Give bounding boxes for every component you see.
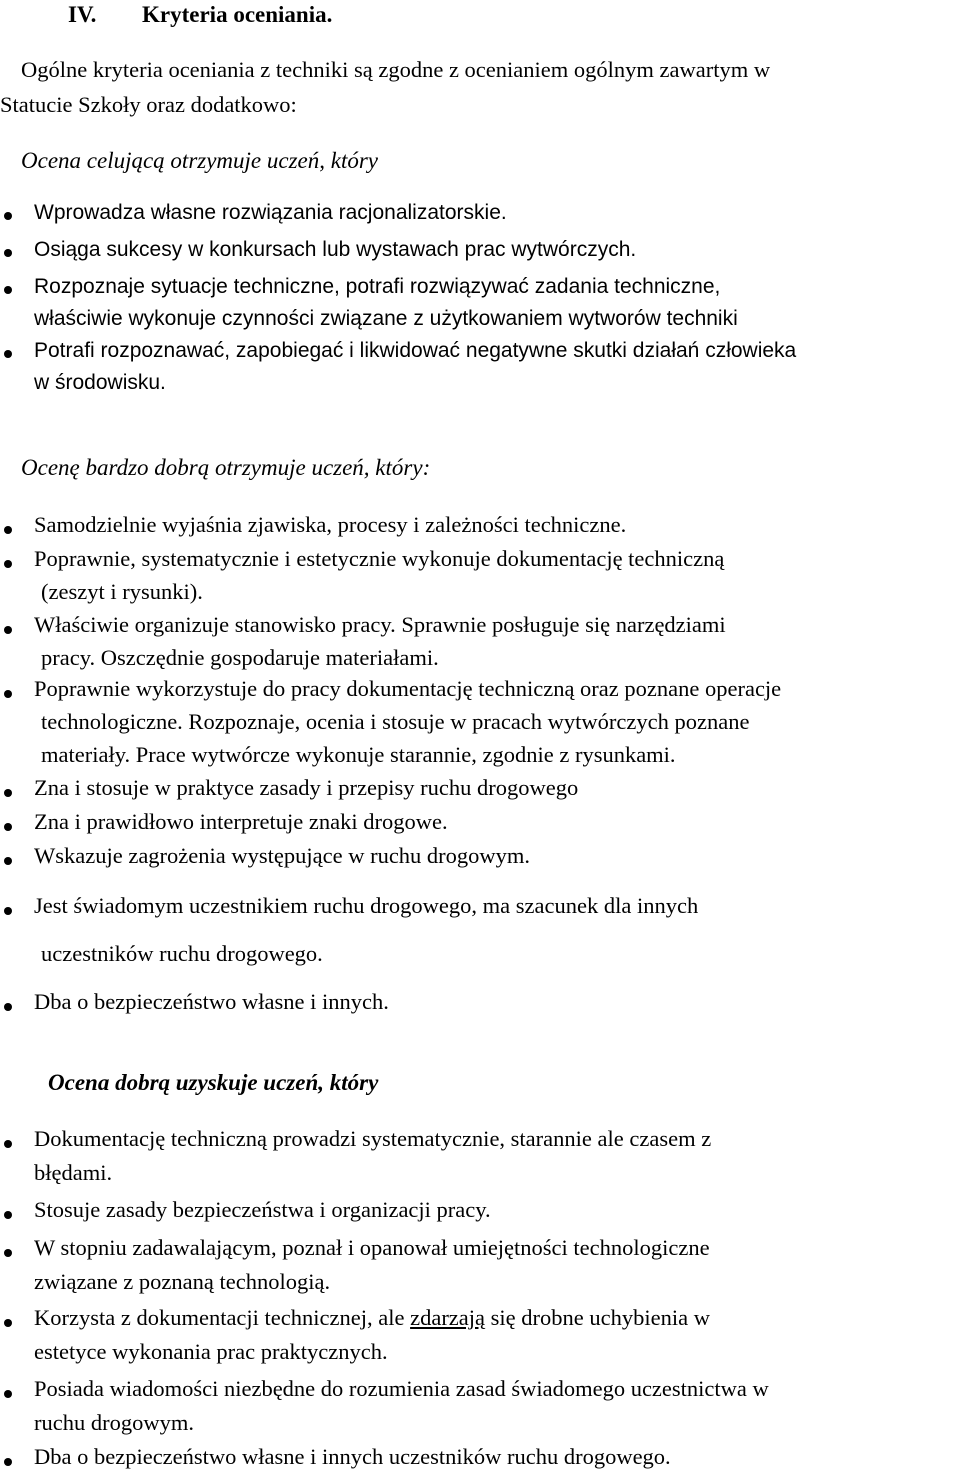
list-item-continuation: technologiczne. Rozpoznaje, ocenia i stosuje w pracach wytwórczych poznane xyxy=(41,709,750,734)
list-item-continuation: materiały. Prace wytwórcze wykonuje starannie, zgodnie z rysunkami. xyxy=(41,742,676,767)
intro-line-1: Ogólne kryteria oceniania z techniki są zgodne z ocenianiem ogólnym zawartym w xyxy=(21,57,771,82)
list-item: Rozpoznaje sytuacje techniczne, potrafi rozwiązywać zadania techniczne, xyxy=(34,275,721,298)
list-item: Dba o bezpieczeństwo własne i innych. xyxy=(34,989,389,1014)
list-item-continuation: związane z poznaną technologią. xyxy=(34,1269,331,1294)
bullet-icon xyxy=(4,1003,12,1011)
list-item-continuation: estetyce wykonania prac praktycznych. xyxy=(34,1339,388,1364)
list-item: Posiada wiadomości niezbędne do rozumienia zasad świadomego uczestnictwa w xyxy=(34,1376,769,1401)
list-item: Dokumentację techniczną prowadzi systematycznie, starannie ale czasem z xyxy=(34,1126,712,1151)
list-item: W stopniu zadawalającym, poznał i opanował umiejętności technologiczne xyxy=(34,1235,710,1260)
bullet-icon xyxy=(4,823,12,831)
bullet-icon xyxy=(4,1319,12,1327)
list-item: Wprowadza własne rozwiązania racjonalizatorskie. xyxy=(34,201,507,224)
list-item: Zna i prawidłowo interpretuje znaki drogowe. xyxy=(34,809,448,834)
list-item: Wskazuje zagrożenia występujące w ruchu drogowym. xyxy=(34,843,531,868)
list-item: Zna i stosuje w praktyce zasady i przepisy ruchu drogowego xyxy=(34,775,579,800)
list-item: Potrafi rozpoznawać, zapobiegać i likwidować negatywne skutki działań człowieka xyxy=(34,339,797,362)
bullet-icon xyxy=(4,249,12,257)
section-number: IV. xyxy=(68,2,97,27)
bullet-icon xyxy=(4,286,12,294)
section-title-dobra: Ocena dobrą uzyskuje uczeń, który xyxy=(48,1070,379,1095)
page-title: Kryteria oceniania. xyxy=(142,2,333,27)
list-item: Dba o bezpieczeństwo własne i innych uczestników ruchu drogowego. xyxy=(34,1444,671,1469)
bullet-icon xyxy=(4,1140,12,1148)
bullet-icon xyxy=(4,907,12,915)
list-item: Poprawnie, systematycznie i estetycznie wykonuje dokumentację techniczną xyxy=(34,546,725,571)
list-item: Stosuje zasady bezpieczeństwa i organizacji pracy. xyxy=(34,1197,491,1222)
bullet-icon xyxy=(4,526,12,534)
list-item: Samodzielnie wyjaśnia zjawiska, procesy i zależności techniczne. xyxy=(34,512,627,537)
bullet-icon xyxy=(4,690,12,698)
bullet-icon xyxy=(4,626,12,634)
bullet-icon xyxy=(4,1249,12,1257)
list-item-continuation: w środowisku. xyxy=(34,371,166,394)
list-item-continuation: błędami. xyxy=(34,1160,113,1185)
list-item-continuation: właściwie wykonuje czynności związane z użytkowaniem wytworów techniki xyxy=(34,307,738,330)
bullet-icon xyxy=(4,789,12,797)
list-item: Osiąga sukcesy w konkursach lub wystawach prac wytwórczych. xyxy=(34,238,637,261)
list-item-continuation: uczestników ruchu drogowego. xyxy=(41,941,323,966)
list-item xyxy=(34,1305,710,1331)
bullet-icon xyxy=(4,1211,12,1219)
bullet-icon xyxy=(4,560,12,568)
bullet-icon xyxy=(4,350,12,358)
list-item-text: Korzysta z dokumentacji technicznej, ale xyxy=(34,1305,405,1330)
list-item: Jest świadomym uczestnikiem ruchu drogowego, ma szacunek dla innych xyxy=(34,893,699,918)
section-title-celujaca: Ocena celującą otrzymuje uczeń, który xyxy=(21,148,379,173)
underlined-word: zdarzają xyxy=(410,1305,486,1330)
section-title-bardzo-dobra: Ocenę bardzo dobrą otrzymuje uczeń, który: xyxy=(21,455,431,480)
bullet-icon xyxy=(4,1458,12,1466)
list-item-continuation: ruchu drogowym. xyxy=(34,1410,194,1435)
list-item-continuation: pracy. Oszczędnie gospodaruje materiałami. xyxy=(41,645,439,670)
list-item-continuation: (zeszyt i rysunki). xyxy=(41,579,203,604)
list-item: Poprawnie wykorzystuje do pracy dokumentację techniczną oraz poznane operacje xyxy=(34,676,782,701)
list-item: Właściwie organizuje stanowisko pracy. Sprawnie posługuje się narzędziami xyxy=(34,612,726,637)
bullet-icon xyxy=(4,212,12,220)
bullet-icon xyxy=(4,857,12,865)
bullet-icon xyxy=(4,1390,12,1398)
list-item-text: się drobne uchybienia w xyxy=(490,1305,710,1330)
intro-line-2: Statucie Szkoły oraz dodatkowo: xyxy=(0,92,297,117)
